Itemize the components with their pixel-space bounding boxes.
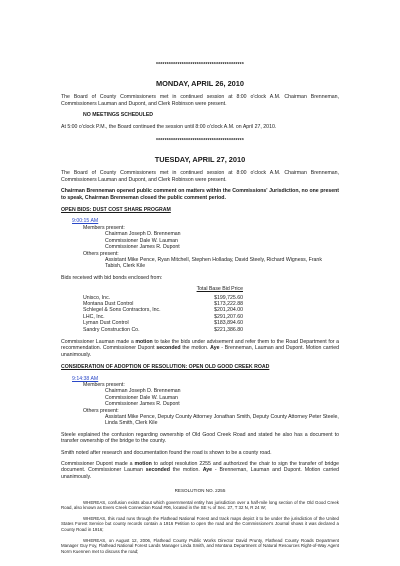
motion-paragraph-good-creek-road xyxy=(61,461,339,480)
bidder-name: Schlegel & Sons Contractors, Inc. xyxy=(83,307,161,314)
member-item: Chairman Joseph D. Brenneman xyxy=(105,388,181,395)
motion-keyword: motion xyxy=(134,461,152,468)
date-heading-monday: MONDAY, APRIL 26, 2010 xyxy=(155,79,245,89)
members-label: Members present: xyxy=(83,224,125,231)
separator-top: ***************************************** xyxy=(156,62,244,68)
bid-amount: $291,207.60 xyxy=(214,313,243,320)
monday-closing-paragraph: At 5:00 o'clock P.M., the Board continued the session until 8:00 o'clock A.M. on April 27, 2010. xyxy=(61,123,277,130)
member-item: Commissioner James R. Dupont xyxy=(105,401,180,408)
bid-amount: $201,204.00 xyxy=(214,307,243,314)
member-item: Commissioner James R. Dupont xyxy=(105,244,180,251)
motion-text: the motion. xyxy=(180,345,211,352)
minutes-content xyxy=(61,56,339,559)
motion-text: the motion. xyxy=(169,467,203,474)
bid-amount: $199,725.60 xyxy=(214,294,243,301)
motion-text: Commissioner Dupont made a xyxy=(61,461,135,468)
monday-opening-paragraph: The Board of County Commissioners met in continued session at 8:00 o'clock A.M. Chairman Brenneman, Commissioners Lauman and Dupont, and Clerk Robinson were present. xyxy=(61,94,339,107)
member-item: Chairman Joseph D. Brenneman xyxy=(105,231,181,238)
steele-paragraph: Steele explained the confusion regarding ownership of Old Good Creek Road and stated he also has a document to transfer ownership of the bridge to the county. xyxy=(61,431,339,445)
member-item: Commissioner Dale W. Lauman xyxy=(105,237,178,244)
bidder-name: Sandry Construction Co. xyxy=(83,326,140,333)
others-list: Assistant Mike Pence, Deputy County Attorney Jonathan Smith, Deputy County Attorney Peter Steele, Linda Smith, Clerk Kile xyxy=(105,414,339,427)
motion-text: - Brenneman, Lauman and Dupont. Motion carried unanimously. xyxy=(61,345,340,358)
resolution-title: RESOLUTION NO. 2255 xyxy=(174,488,226,494)
bids-table xyxy=(83,286,243,333)
bid-amount: $221,386.80 xyxy=(214,326,243,333)
motion-text: to adopt resolution 2255 and authorized the chair to sign the transfer of bridge document. Commissioner Lauman xyxy=(61,461,339,474)
others-label: Others present: xyxy=(83,250,119,257)
timestamp-link-good-creek-road[interactable]: 9:14:38 AM xyxy=(72,375,99,382)
section-title-good-creek-road: CONSIDERATION OF ADOPTION OF RESOLUTION: OPEN OLD GOOD CREEK ROAD xyxy=(61,364,270,371)
timestamp-link-open-bids[interactable]: 9:00:15 AM xyxy=(72,218,99,225)
motion-text: - Brenneman, Lauman and Dupont. Motion carried unanimously. xyxy=(61,467,339,480)
separator-middle: ***************************************** xyxy=(156,138,244,145)
member-item: Commissioner Dale W. Lauman xyxy=(105,394,178,401)
attendance-block-good-creek-road xyxy=(83,382,339,427)
section-title-open-bids: OPEN BIDS: DUST COST SHARE PROGRAM xyxy=(61,207,171,214)
whereas-paragraph: WHEREAS, confusion exists about which governmental entity has jurisdiction over a half-mile long section of the Old Good Creek Road, also known as Evers Creek Connection Road #06, located in the SE ¼ of Sec. 27, T 32 N, R 24 W; xyxy=(61,499,339,511)
bid-row xyxy=(83,327,243,333)
bidder-name: Montana Dust Control xyxy=(83,300,134,307)
bid-amount: $173,222.88 xyxy=(214,300,243,307)
no-meetings-notice: NO MEETINGS SCHEDULED xyxy=(83,112,154,119)
bids-column-header: Total Base Bid Price xyxy=(196,286,243,293)
date-heading-tuesday: TUESDAY, APRIL 27, 2010 xyxy=(154,155,246,165)
aye-keyword: Aye xyxy=(202,467,213,474)
seconded-keyword: seconded xyxy=(156,345,181,352)
public-comment-paragraph: Chairman Brenneman opened public comment on matters within the Commissions' Jurisdiction, no one present to speak, Chairman Brenneman closed the public comment period. xyxy=(61,188,339,201)
whereas-paragraph: WHEREAS, this road runs through the Flathead National Forest and track maps depict it to be under the jurisdiction of the United States Forest Service but county records contain a 1916 Petition to open the road and the Commissioner's Journal shows it was declared a County Road in 1916; xyxy=(61,515,339,533)
others-list: Assistant Mike Pence, Ryan Mitchell, Stephen Holladay, David Steely, Richard Wigness, Frank Tabish, Clerk Kile xyxy=(105,256,322,270)
aye-keyword: Aye xyxy=(210,345,220,352)
attendance-block-open-bids xyxy=(83,225,339,270)
motion-text: Commissioner Lauman made a xyxy=(61,338,136,345)
members-label: Members present: xyxy=(83,382,125,388)
bidder-name: LHC, Inc. xyxy=(83,313,105,320)
motion-paragraph-open-bids xyxy=(61,339,339,358)
smith-paragraph: Smith noted after research and documentation found the road is shown to be a county road. xyxy=(61,449,272,456)
whereas-paragraph: WHEREAS, on August 12, 2006, Flathead County Public Works Director David Prunty, Flathead County Roads Department Manager Guy Foy, Flathead National Forest Lands Manager Linda Smith, and Montana Department of Natural Resources Right-of-Way Agent Norm Kuennen met to discuss the road; xyxy=(61,537,339,554)
motion-text: to take the bids under advisement and refer them to the Road Department for a recommendation. Commissioner Dupont xyxy=(61,338,340,352)
tuesday-opening-paragraph: The Board of County Commissioners met in continued session at 8:00 o'clock A.M. Chairman Brenneman, Commissioners Lauman and Dupont, and Clerk Robinson were present. xyxy=(61,170,339,183)
bidder-name: Unisco, Inc. xyxy=(83,294,111,301)
bids-intro: Bids received with bid bonds enclosed from: xyxy=(61,274,163,281)
others-label: Others present: xyxy=(83,407,119,414)
bid-amount: $183,894.60 xyxy=(214,320,243,327)
bidder-name: Lyman Dust Control xyxy=(83,320,129,327)
motion-keyword: motion xyxy=(135,338,153,345)
seconded-keyword: seconded xyxy=(145,467,170,474)
